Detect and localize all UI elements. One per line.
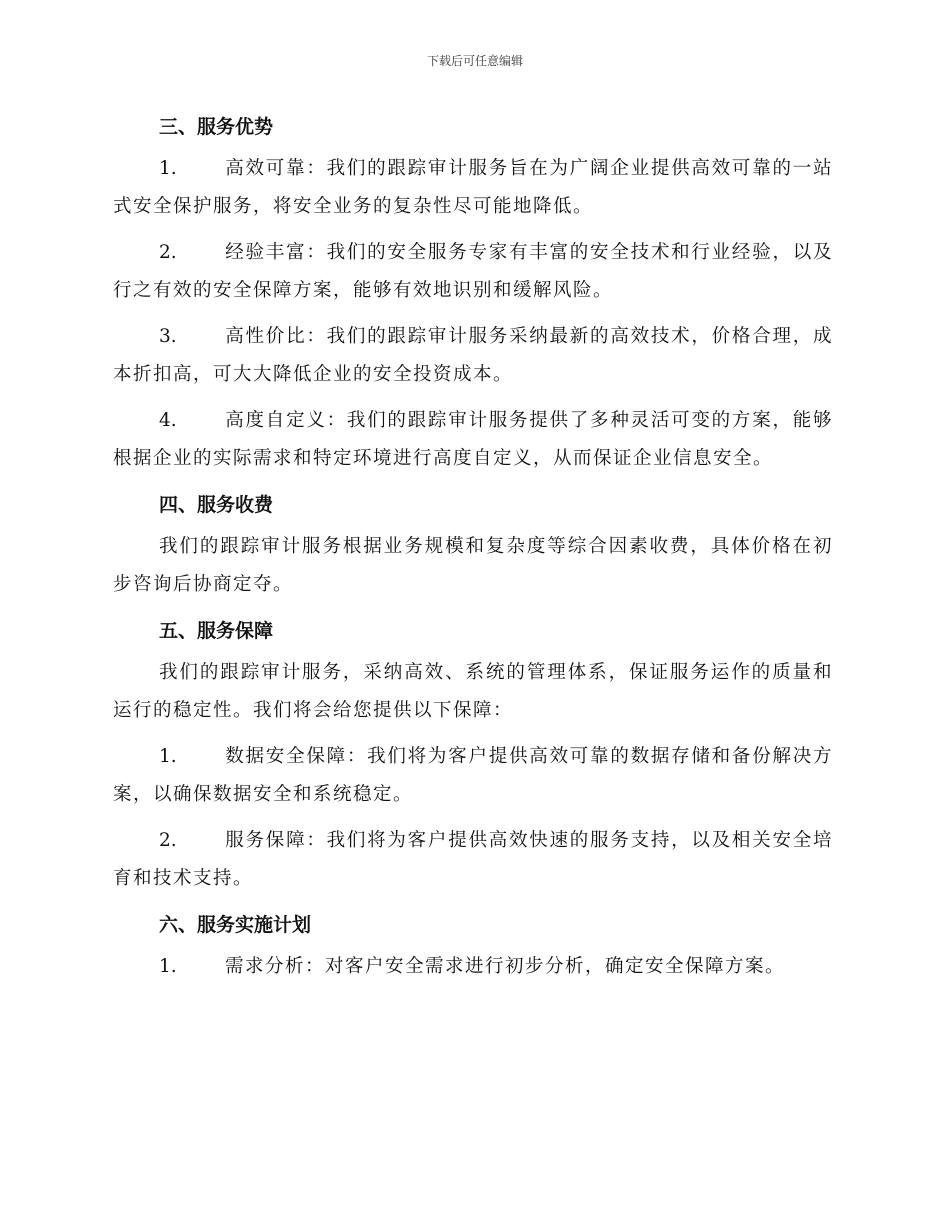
list-item — [113, 318, 833, 394]
section-heading: 三、服务优势 — [159, 116, 274, 138]
paragraph: 我们的跟踪审计服务根据业务规模和复杂度等综合因素收费，具体价格在初步咨询后协商定夺。 — [113, 536, 833, 595]
item-text: 服务保障：我们将为客户提供高效快速的服务支持，以及相关安全培育和技术支持。 — [113, 830, 833, 889]
list-item — [113, 402, 833, 478]
item-text: 数据安全保障：我们将为客户提供高效可靠的数据存储和备份解决方案，以确保数据安全和系统稳定。 — [113, 746, 833, 805]
item-number: 1. — [159, 956, 177, 977]
item-text: 需求分析：对客户安全需求进行初步分析，确定安全保障方案。 — [225, 956, 786, 977]
document-body — [113, 108, 833, 994]
item-number: 2. — [159, 242, 177, 263]
item-number: 3. — [159, 326, 177, 347]
item-number: 2. — [159, 830, 177, 851]
page-header: 下载后可任意编辑 — [426, 54, 523, 68]
section-heading: 四、服务收费 — [159, 494, 274, 516]
item-text: 高效可靠：我们的跟踪审计服务旨在为广阔企业提供高效可靠的一站式安全保护服务，将安全业务的复杂性尽可能地降低。 — [113, 158, 833, 217]
list-item — [113, 234, 833, 310]
list-item — [113, 948, 833, 986]
item-number: 4. — [159, 410, 177, 431]
section-heading: 五、服务保障 — [159, 620, 274, 642]
item-number: 1. — [159, 158, 177, 179]
list-item — [113, 150, 833, 226]
item-text: 高性价比：我们的跟踪审计服务采纳最新的高效技术，价格合理，成本折扣高，可大大降低企业的安全投资成本。 — [113, 326, 833, 385]
paragraph: 我们的跟踪审计服务，采纳高效、系统的管理体系，保证服务运作的质量和运行的稳定性。我们将会给您提供以下保障： — [113, 662, 833, 721]
item-number: 1. — [159, 746, 177, 767]
list-item — [113, 738, 833, 814]
item-text: 经验丰富：我们的安全服务专家有丰富的安全技术和行业经验，以及行之有效的安全保障方案，能够有效地识别和缓解风险。 — [113, 242, 833, 301]
list-item — [113, 822, 833, 898]
item-text: 高度自定义：我们的跟踪审计服务提供了多种灵活可变的方案，能够根据企业的实际需求和特定环境进行高度自定义，从而保证企业信息安全。 — [113, 410, 833, 469]
section-heading: 六、服务实施计划 — [159, 914, 312, 936]
